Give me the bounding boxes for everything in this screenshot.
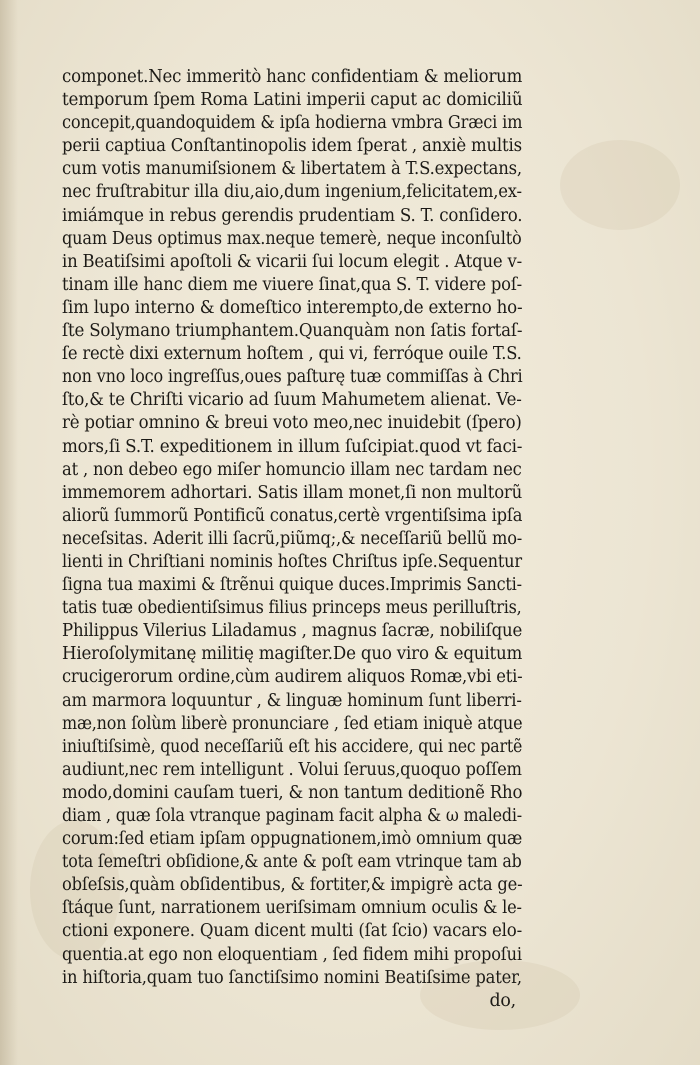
text-line: quentia.at ego non eloquentiam , ſed fidem mihi propoſui [62, 944, 522, 965]
text-line: mæ,non ſolùm liberè pronunciare , ſed etiam iniquè atque [62, 713, 523, 734]
text-line: tinam ille hanc diem me viuere ſinat,qua S. T. videre poſ- [62, 274, 523, 295]
text-line: ſe rectè dixi externum hoſtem , qui vi, ferróque ouile T.S. [62, 344, 522, 365]
text-line: ctioni exponere. Quam dicent multi (ſat ſcio) vacars elo- [62, 921, 523, 942]
text-line: rè potiar omnino & breui voto meo,nec inuidebit (ſpero) [62, 413, 522, 434]
text-line: at , non debeo ego miſer homuncio illam nec tardam nec [62, 459, 522, 480]
text-line: componet.Nec immeritò hanc confidentiam & meliorum [62, 67, 523, 87]
text-line: am marmora loquuntur , & linguæ hominum ſunt liberri- [62, 690, 522, 711]
text-line: perii captiua Conſtantinopolis idem ſperat , anxiè multis [62, 136, 522, 157]
text-line: non vno loco ingreſſus,oues paſturę tuæ commiſſas à Chri [62, 367, 523, 388]
text-line: ſto,& te Chriſti vicario ad ſuum Mahumetem alienat. Ve- [62, 390, 522, 411]
text-line: obſeſsis,quàm obſidentibus, & fortiter,& impigrè acta ge- [62, 875, 523, 896]
text-line: aliorũ ſummorũ Pontificũ conatus,certè vrgentiſsima ipſa [62, 505, 523, 526]
catchword: do, [489, 990, 516, 1011]
text-line: quam Deus optimus max.neque temerè, neque inconſultò [62, 228, 522, 249]
text-line: tatis tuæ obedientiſsimus filius princeps meus perilluſtris, [62, 598, 522, 619]
text-line: in Beatiſsimi apoſtoli & vicarii ſui locum elegit . Atque v- [62, 251, 522, 272]
text-line: diam , quæ ſola vtranque paginam facit alpha & ω maledi- [62, 806, 522, 826]
text-line: corum:ſed etiam ipſam oppugnationem,imò omnium quæ [62, 829, 523, 850]
text-line: Hieroſolymitanę militię magiſter.De quo viro & equitum [62, 644, 523, 665]
text-line: ſtáque ſunt, narrationem ueriſsimam omnium oculis & le- [62, 898, 522, 919]
text-line: concepit,quandoquidem & ipſa hodierna vmbra Græci im [62, 113, 523, 134]
text-line: nec fruſtrabitur illa diu,aio,dum ingenium,felicitatem,ex- [62, 182, 522, 203]
text-line: ſim lupo interno & domeſtico interempto,de externo ho- [62, 297, 523, 318]
text-line: modo,domini cauſam tueri, & non tantum deditionẽ Rho [62, 782, 523, 803]
text-line: audiunt,nec rem intelligunt . Volui ſeruus,quoquo poſſem [62, 759, 522, 780]
text-line: lienti in Chriſtiani nominis hoſtes Chriſtus ipſe.Sequentur [62, 551, 522, 572]
body-text [62, 66, 522, 1013]
text-line: tota ſemeſtri obſidione,& ante & poſt eam vtrinque tam ab [62, 852, 522, 873]
text-line: in hiſtoria,quam tuo ſanctiſsimo nomini Beatiſsime pater, [62, 967, 522, 988]
text-line: Philippus Vilerius Liladamus , magnus ſacræ, nobiliſque [62, 621, 523, 642]
text-line: temporum ſpem Roma Latini imperii caput ac domiciliũ [62, 90, 523, 111]
text-line: imiámque in rebus gerendis prudentiam S. T. conſidero. [62, 205, 523, 226]
text-line: ſte Solymano triumphantem.Quanquàm non ſatis fortaſ- [62, 321, 523, 342]
text-line: neceſsitas. Aderit illi ſacrũ,piũmq;,& neceſſariũ bellũ mo- [62, 528, 523, 549]
text-line: mors,ſi S.T. expeditionem in illum ſuſcipiat.quod vt faci- [62, 436, 523, 457]
text-line: crucigerorum ordine,cùm audirem aliquos Romæ,vbi eti- [62, 667, 523, 688]
text-line: immemorem adhortari. Satis illam monet,ſi non multorũ [62, 482, 523, 503]
text-line: ſigna tua maximi & ſtrẽnui quique duces.Imprimis Sancti- [62, 575, 522, 596]
text-line: cum votis manumiſsionem & libertatem à T.S.expectans, [62, 159, 522, 180]
text-line: iniuſtiſsimè, quod neceſſariũ eſt his accidere, qui nec partẽ [62, 736, 523, 757]
paper-stain [560, 140, 680, 230]
